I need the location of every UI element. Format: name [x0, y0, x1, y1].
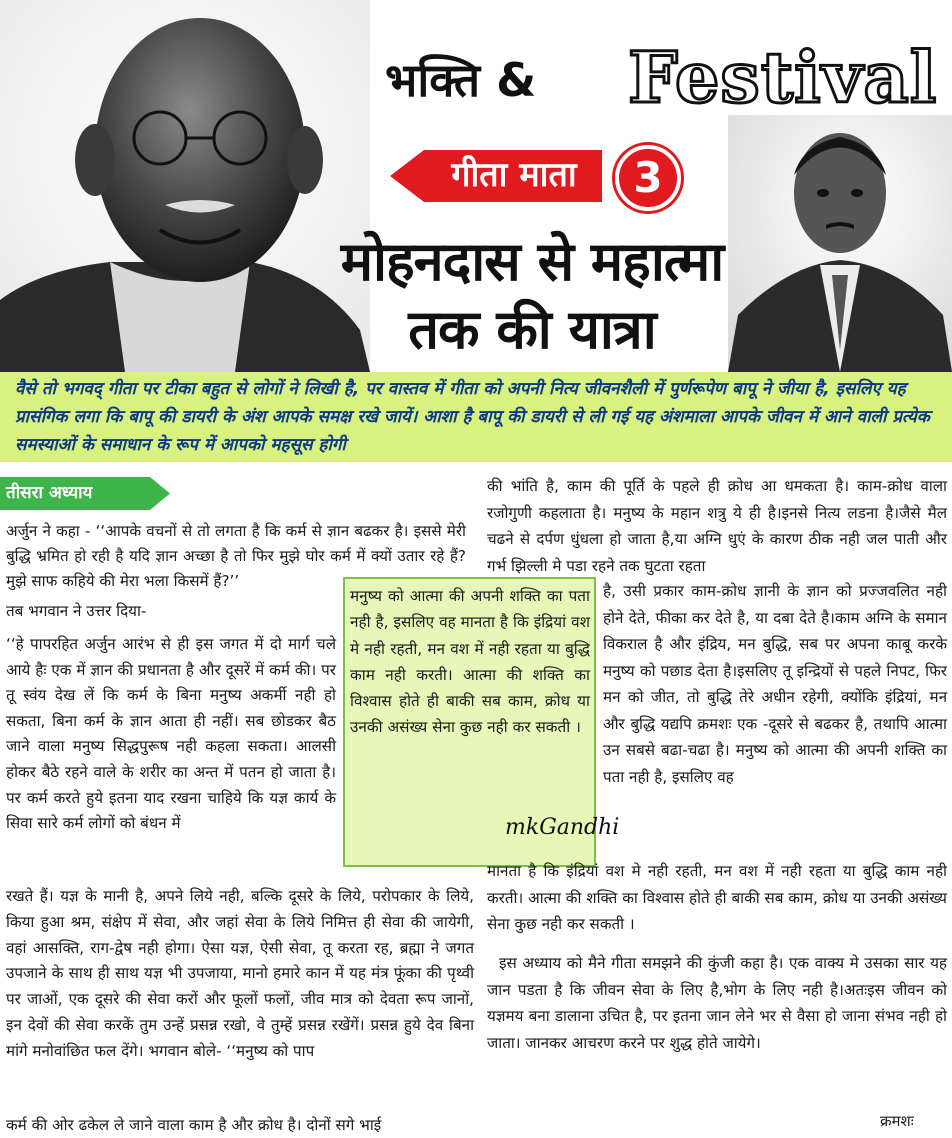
right-paragraph-1: की भांति है, काम की पूर्ति के पहले ही क्रोध आ धमकता है। काम-क्रोध वाला रजोगुणी कहलाता है। मनुष्य के महान शत्रु ये ही है।इनसे नित्य लडना है।जैसे मैल चढने से दर्पण धुंधला हो जाता है,या अग्नि धुएं के कारण ठीक नही जल पाती और गर्भ झिल्ली मे पडा रहने तक घुटता रहता — [487, 477, 947, 575]
right-paragraph-3: मानता है कि इंद्रियां वश मे नही रहती, मन वश में नही रहता या बुद्धि काम नही करती। आत्मा की शक्ति का विश्वास होते ही बाकी सब काम, क्रोध या उनकी असंख्य सेना कुछ नही कर सकती । — [487, 862, 947, 933]
young-gandhi-photo — [728, 115, 952, 372]
series-number-badge: 3 — [615, 145, 681, 211]
series-title: गीता माता — [451, 155, 577, 195]
pull-quote-text: मनुष्य को आत्मा की अपनी शक्ति का पता नही है, इसलिए वह मानता है कि इंद्रियां वश मे नही रहती, मन वश में नही रहता या बुद्धि काम नही करती। आत्मा की शक्ति का विश्वास होते ही बाकी सब काम, क्रोध या उनकी असंख्य सेना कुछ नही कर सकती । — [350, 587, 590, 737]
left-paragraph-5: कर्म की ओर ढकेल ले जाने वाला काम है और क्रोध है। दोनों सगे भाई — [6, 1116, 382, 1134]
gandhi-signature: mkGandhi — [505, 815, 620, 840]
left-paragraph-3: ‘‘हे पापरहित अर्जुन आरंभ से ही इस जगत में दो मार्ग चले आये हैः एक में ज्ञान की प्रधानता है और दूसरें में कर्म की। पर तू स्वंय देख लें कि कर्म के बिना मनुष्य अकर्मी नही हो सकता, बिना कर्म के ज्ञान आता ही नहीं। सब छोडकर बैठ जाने वाला मनुष्य सिद्धपुरूष नही कहला सकता। आलसी होकर बैठे रहने वाले के शरीर का अन्त में पतन हो जाता है। पर कर्म करते हुये इतना याद रखना चाहिये कि यज्ञ कार्य के सिवा सारे कर्म लोगों को बंधन में — [6, 635, 336, 833]
section-title-bhakti: भक्ति & — [385, 53, 537, 107]
left-paragraph-4: रखते हैं। यज्ञ के मानी है, अपने लिये नही, बल्कि दूसरे के लिये, परोपकार के लिये, किया हुआ श्रम, संक्षेप में सेवा, और जहां सेवा के लिये निमित्त ही सेवा की जायेगी, वहां आसक्ति, राग-द्वेष नही होगा। ऐसा यज्ञ, ऐसी सेवा, तू करता रह, ब्रह्मा ने जगत उपजाने के साथ ही साथ यज्ञ भी उपजाया, मानो हमारे कान में यह मंत्र फूंका की पृथ्वी पर जाओं, एक दूसरे की सेवा करों और फूलों फलों, जीव मात्र को देवता रूप जानों, इन देवों की सेवा करकें तुम उन्हें प्रसन्न रखो, वे तुम्हें प्रसन्न रखेंगें। प्रसन्न हुये देव बिना मांगे मनोवांछित फल देंगे। भगवान बोले- ‘‘मनुष्य को पाप — [6, 887, 474, 1060]
headline-line-2: तक की यात्रा — [408, 298, 656, 361]
right-paragraph-2: है, उसी प्रकार काम-क्रोध ज्ञानी के ज्ञान को प्रज्जवलित नही होने देते, फीका कर देते है, या दबा देते है।काम अग्नि के समान विकराल है और इंद्रिय, मन बुद्धि, सब पर अपना काबू करके मनुष्य को पछाड देता है।इसलिए तू इन्द्रियों से पहले निपट, फिर मन को जीत, तो बुद्धि तेरे अधीन रहेगी, क्योंकि इंद्रियां, मन और बुद्धि यद्यपि क्रमशः एक -दूसरे से बढकर है, तथापि आत्मा उन सबसे बढा-चढा है। मनुष्य को आत्मा की अपनी शक्ति का पता नही है, इसलिए वह — [603, 582, 947, 786]
continued-label: क्रमशः — [880, 1112, 914, 1130]
left-paragraph-1: अर्जुन ने कहा - ‘‘आपके वचनों से तो लगता है कि कर्म से ज्ञान बढकर है। इससे मेरी बुद्धि भ्रमित हो रही है यदि ज्ञान अच्छा है तो फिर मुझे घोर कर्म में क्यों उतार रहे हैं? मुझे साफ कहिये की मेरा भला किसमें हैं?’’ — [6, 522, 466, 590]
right-paragraph-4: इस अध्याय को मैने गीता समझने की कुंजी कहा है। एक वाक्य मे उसका सार यह जान पडता है कि जीवन सेवा के लिए है,भोग के लिए नही है।अतःइस जीवन को यज्ञमय बना डालाना उचित है, पर इतना जान लेने भर से वैसा हो जाना संभव नही हो जाता। जानकर आचरण करने पर शुद्ध होते जायेगे। — [487, 954, 947, 1052]
chapter-label: तीसरा अध्याय — [6, 483, 93, 503]
intro-text: वैसे तो भगवद् गीता पर टीका बहुत से लोगों ने लिखी है, पर वास्तव में गीता को अपनी नित्य जीवनशैली में पुर्णरूपेण बापू ने जीया है, इसलिए यह प्रासंगिक लगा कि बापू की डायरी के अंश आपके समक्ष रखे जायें। आशा है बापू की डायरी से ली गई यह अंशमाला आपके जीवन में आने वाली प्रत्येक समस्याओं के समाधान के रूप में आपको महसूस होगी — [15, 379, 930, 455]
left-paragraph-2: तब भगवान ने उत्तर दिया- — [6, 602, 147, 620]
section-title-festival: Festival — [628, 36, 938, 119]
headline-line-1: मोहनदास से महात्मा — [340, 230, 724, 293]
